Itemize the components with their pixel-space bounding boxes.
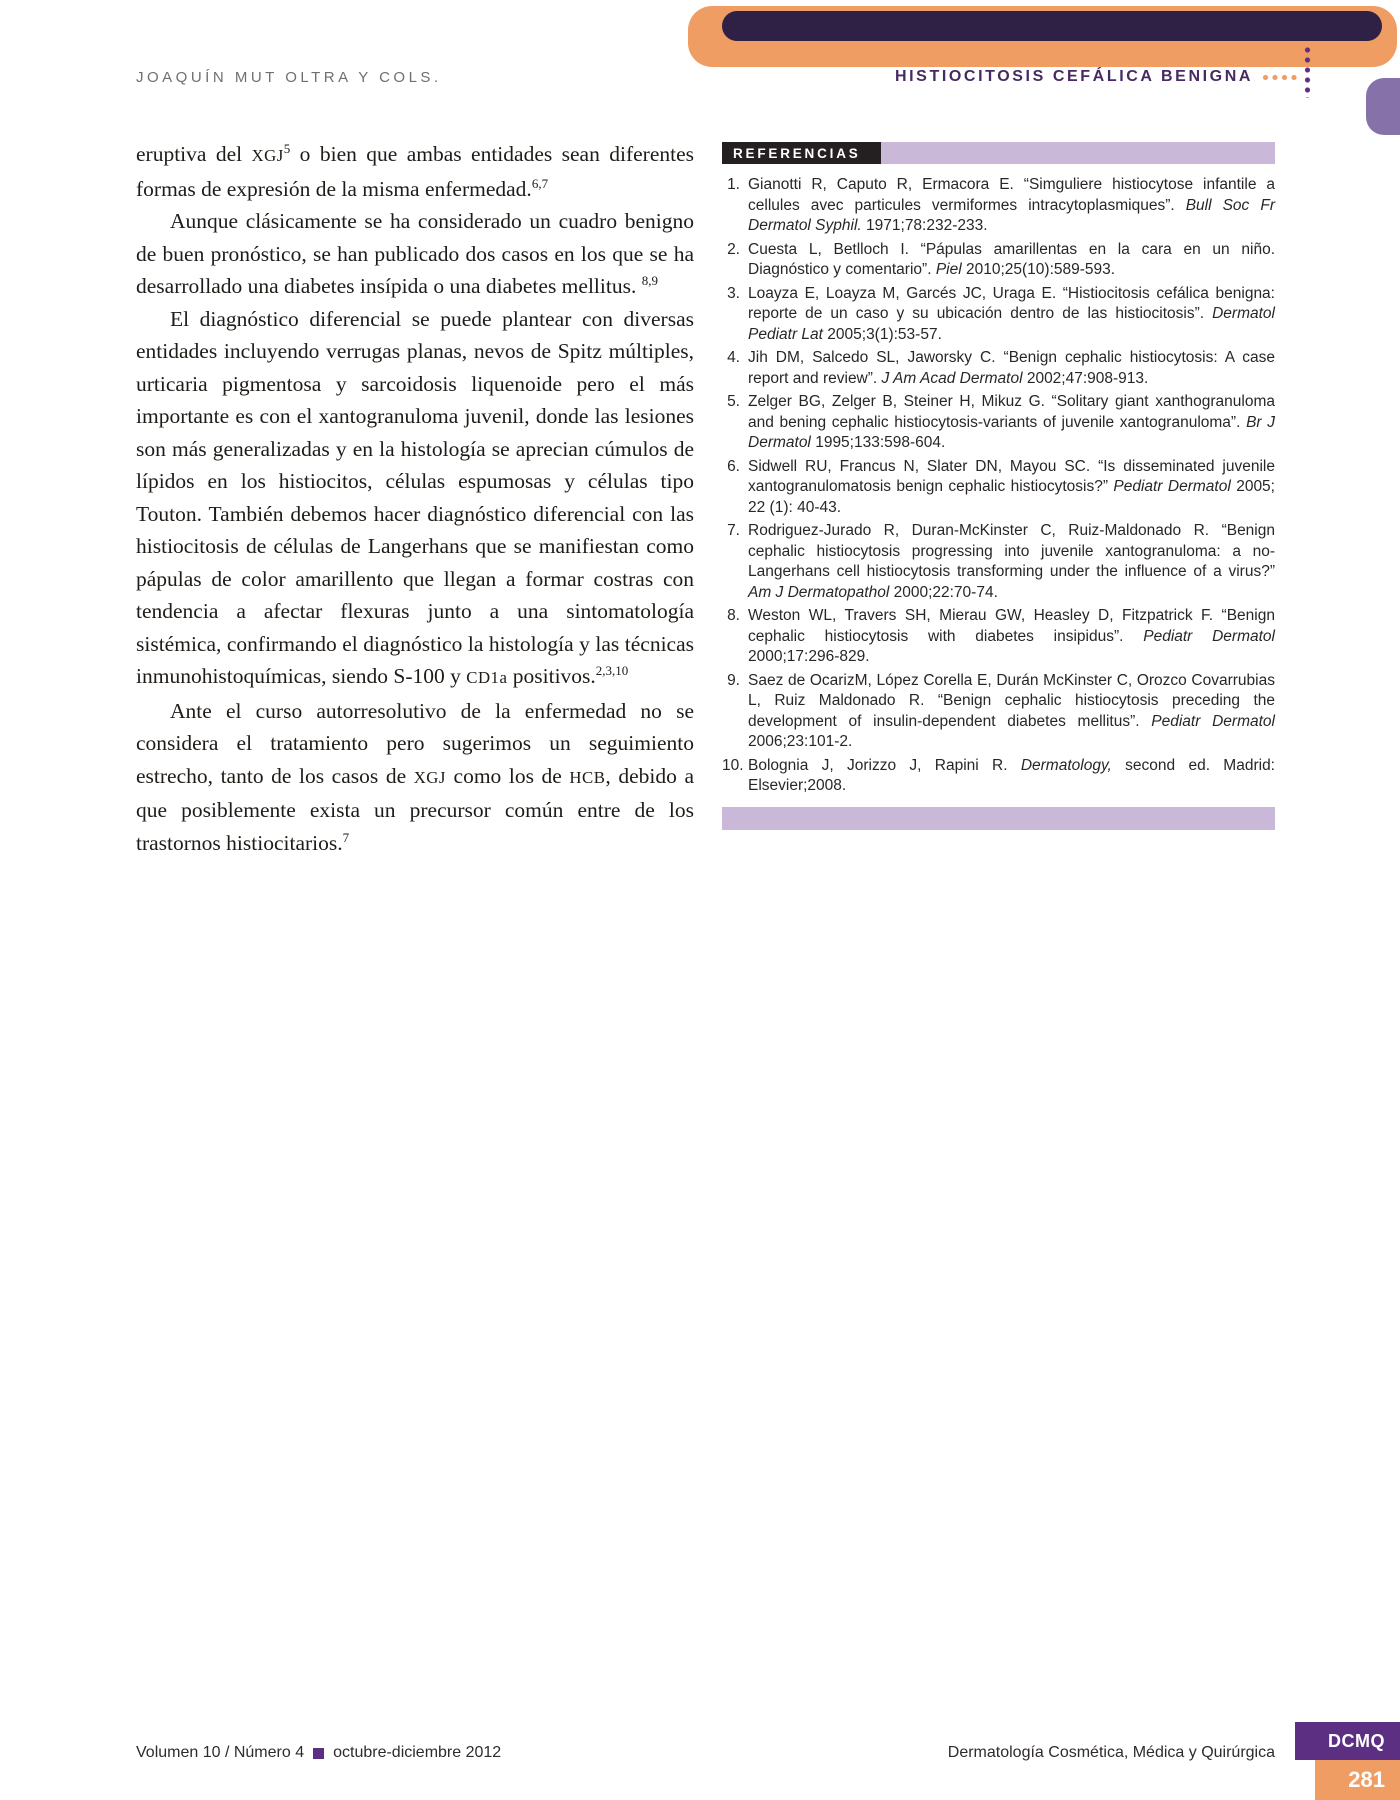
reference-item	[722, 756, 1275, 797]
references-column	[722, 142, 1275, 830]
reference-item	[722, 671, 1275, 753]
footer-journal-name: Dermatología Cosmética, Médica y Quirúrgica	[947, 1744, 1275, 1761]
references-heading: REFERENCIAS	[733, 145, 861, 161]
reference-item	[722, 348, 1275, 389]
references-heading-box	[722, 142, 881, 164]
running-title: HISTIOCITOSIS CEFÁLICA BENIGNA	[894, 68, 1253, 85]
body-paragraph: Ante el curso autorresolutivo de la enfermedad no se considera el tratamiento pero sugerimos un seguimiento estrecho, tanto de los casos de XGJ como los de HCB, debido a que posiblemente exista un precursor común entre de los trastornos histiocitarios.$^7$	[136, 698, 694, 855]
reference-item	[722, 457, 1275, 519]
running-author: JOAQUÍN MUT OLTRA Y COLS.	[136, 68, 442, 86]
footer-volume-text: Volumen 10 / Número 4	[136, 1744, 305, 1761]
body-paragraph: El diagnóstico diferencial se puede plantear con diversas entidades incluyendo verrugas planas, nevos de Spitz múltiples, urticaria pigmentosa y sarcoidosis liquenoide pero el más importante es con el xantogranuloma juvenil, donde las lesiones son más generalizadas y en la histología se aprecian cúmulos de lípidos en los histiocitos, células espumosas y células tipo Touton. También debemos hacer diagnóstico diferencial con las histiocitosis de células de Langerhans que se manifiestan como pápulas de color amarillento que llegan a formar costras con tendencia a afectar flexuras junto a una sintomatología sistémica, confirmando el diagnóstico la histología y las técnicas inmunohistoquímicas, siendo S-100 y CD1a positivos.$^{2,3,10}$	[136, 306, 694, 688]
reference-number: 9.	[727, 671, 740, 689]
reference-text: Jih DM, Salcedo SL, Jaworsky C. “Benign cephalic histiocytosis: A case report and review”. J Am Acad Dermatol 2002;47:908-913.	[748, 349, 1275, 387]
references-end-bar	[722, 807, 1275, 830]
reference-text: Sidwell RU, Francus N, Slater DN, Mayou SC. “Is disseminated juvenile xantogranulomatosis benign cephalic histiocytosis?” Pediatr Dermatol 2005; 22 (1): 40-43.	[748, 457, 1275, 516]
reference-item	[722, 606, 1275, 668]
reference-text: Loayza E, Loayza M, Garcés JC, Uraga E. “Histiocitosis cefálica benigna: reporte de un caso y su ubicación dentro de las histiocitosis”. Dermatol Pediatr Lat 2005;3(1):53-57.	[748, 284, 1275, 343]
square-bullet-icon	[313, 1748, 324, 1759]
reference-text: Zelger BG, Zelger B, Steiner H, Mikuz G. “Solitary giant xanthogranuloma and bening cephalic histiocytosis-variants of juvenile xantogranuloma”. Br J Dermatol 1995;133:598-604.	[748, 393, 1275, 451]
reference-item	[722, 284, 1275, 346]
reference-text: Weston WL, Travers SH, Mierau GW, Heasley D, Fitzpatrick F. “Benign cephalic histiocytosis with diabetes insipidus”. Pediatr Dermatol 2000;17:296-829.	[748, 607, 1275, 665]
dotted-line-horizontal-decoration	[1262, 74, 1300, 81]
page-number-box	[1315, 1760, 1400, 1800]
reference-item	[722, 240, 1275, 281]
page-footer	[136, 1744, 1275, 1762]
journal-brand-box	[1295, 1722, 1400, 1760]
references-list	[722, 175, 1275, 797]
reference-number: 7.	[727, 522, 740, 539]
reference-number: 3.	[727, 284, 740, 302]
running-header	[136, 68, 1300, 86]
reference-number: 4.	[727, 349, 740, 366]
reference-text: Gianotti R, Caputo R, Ermacora E. “Simguliere histiocytose infantile a cellules avec particules vermiformes intracytoplasmiques”. Bull Soc Fr Dermatol Syphil. 1971;78:232-233.	[748, 176, 1275, 234]
reference-number: 10.	[722, 756, 744, 774]
footer-volume-info	[136, 1744, 501, 1762]
reference-text: Cuesta L, Betlloch I. “Pápulas amarillentas en la cara en un niño. Diagnóstico y comentario”. Piel 2010;25(10):589-593.	[748, 240, 1275, 278]
reference-number: 1.	[727, 176, 740, 193]
body-paragraph: Aunque clásicamente se ha considerado un cuadro benigno de buen pronóstico, se han publicado dos casos en los que se ha desarrollado una diabetes insípida o una diabetes mellitus. $^{8,9}$	[136, 209, 694, 298]
reference-text: Saez de OcarizM, López Corella E, Durán McKinster C, Orozco Covarrubias L, Ruiz Maldonado R. “Benign cephalic histiocytosis preceding the development of insulin-dependent diabetes mellitus”. Pediatr Dermatol 2006;23:101-2.	[748, 671, 1275, 750]
decorative-orange-band	[688, 6, 1397, 67]
reference-item	[722, 175, 1275, 237]
reference-number: 5.	[727, 393, 740, 410]
reference-number: 6.	[727, 457, 740, 475]
journal-brand-text: DCMQ	[1328, 1730, 1385, 1751]
reference-text: Rodriguez-Jurado R, Duran-McKinster C, Ruiz-Maldonado R. “Benign cephalic histiocytosis progressing into juvenile xantogranuloma: a no-Langerhans cell histiocytosis transforming under the influence of a virus?” Am J Dermatopathol 2000;22:70-74.	[748, 522, 1275, 601]
article-body-column	[136, 138, 694, 859]
footer-issue-date: octubre-diciembre 2012	[333, 1744, 502, 1761]
page-number: 281	[1348, 1767, 1385, 1792]
reference-number: 8.	[727, 607, 740, 624]
decorative-corner-shape	[1366, 78, 1400, 135]
decorative-purple-pill	[722, 11, 1382, 41]
reference-item	[722, 521, 1275, 603]
dotted-line-vertical-decoration	[1304, 46, 1311, 98]
references-header-bar	[722, 142, 1275, 164]
reference-number: 2.	[727, 240, 740, 258]
body-paragraph: eruptiva del XGJ$^5$ o bien que ambas entidades sean diferentes formas de expresión de la misma enfermedad.$^{6,7}$	[136, 140, 695, 201]
reference-item	[722, 392, 1275, 454]
reference-text: Bolognia J, Jorizzo J, Rapini R. Dermatology, second ed. Madrid: Elsevier;2008.	[748, 756, 1275, 794]
running-title-wrap	[895, 68, 1300, 86]
